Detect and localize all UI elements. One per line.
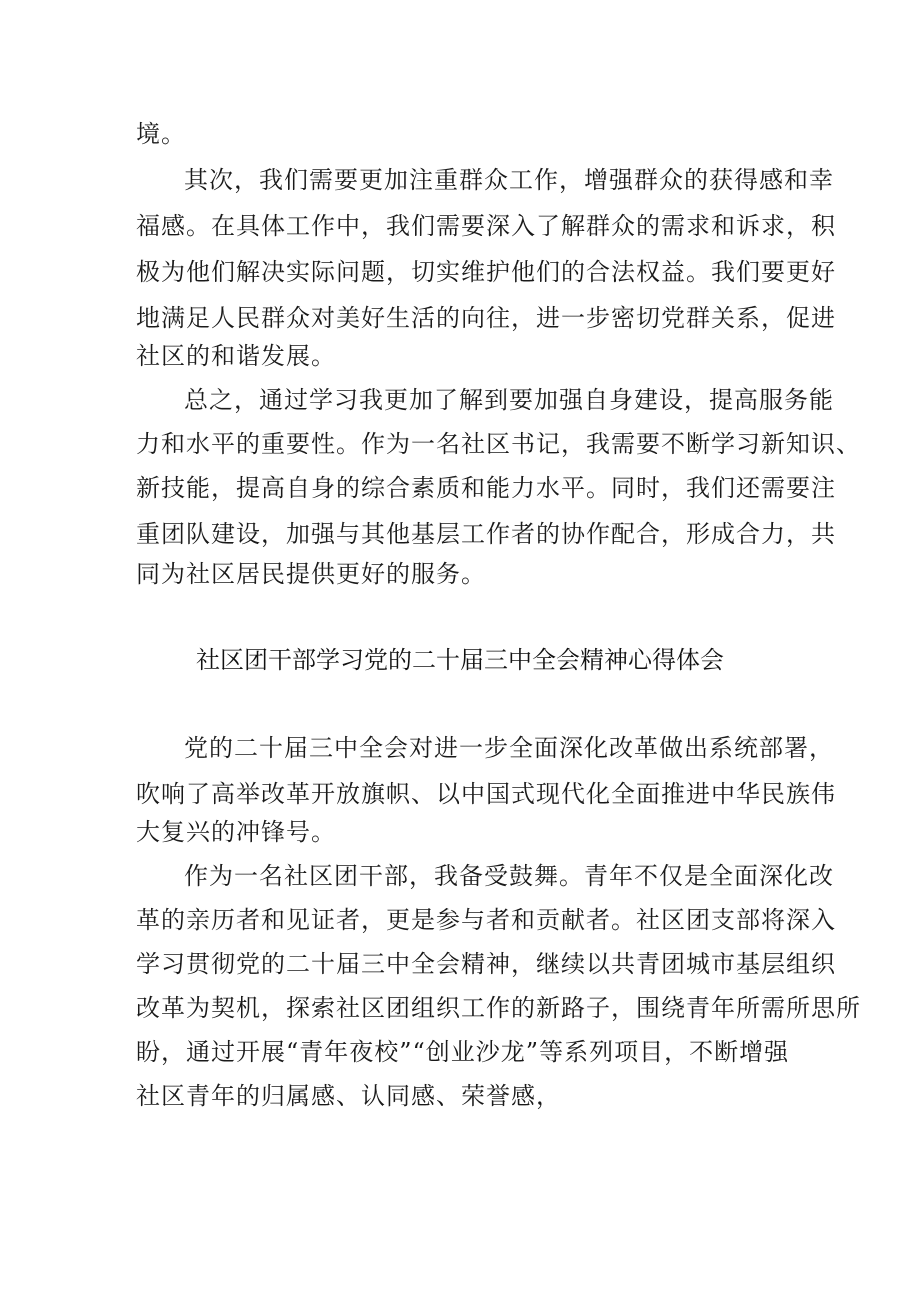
paragraph-line: 极为他们解决实际问题，切实维护他们的合法权益。我们要更好 <box>136 258 836 286</box>
paragraph-line: 福感。在具体工作中，我们需要深入了解群众的需求和诉求，积 <box>136 212 836 240</box>
paragraph-line: 同为社区居民提供更好的服务。 <box>136 560 486 588</box>
paragraph-line: 地满足人民群众对美好生活的向往，进一步密切党群关系，促进 <box>136 304 836 332</box>
paragraph-line: 其次，我们需要更加注重群众工作，增强群众的获得感和幸 <box>184 166 834 194</box>
paragraph-line: 吹响了高举改革开放旗帜、以中国式现代化全面推进中华民族伟 <box>136 780 836 808</box>
paragraph-line: 新技能，提高自身的综合素质和能力水平。同时，我们还需要注 <box>136 474 836 502</box>
paragraph-line: 力和水平的重要性。作为一名社区书记，我需要不断学习新知识、 <box>136 430 861 458</box>
paragraph-line: 学习贯彻党的二十届三中全会精神，继续以共青团城市基层组织 <box>136 950 836 978</box>
paragraph-line: 境。 <box>136 120 186 148</box>
paragraph-line: 盼，通过开展“青年夜校”“创业沙龙”等系列项目，不断增强 <box>136 1038 790 1066</box>
paragraph-line: 重团队建设，加强与其他基层工作者的协作配合，形成合力，共 <box>136 520 836 548</box>
paragraph-line: 社区的和谐发展。 <box>136 342 336 370</box>
paragraph-line: 社区青年的归属感、认同感、荣誉感， <box>136 1082 561 1110</box>
paragraph-line: 改革为契机，探索社区团组织工作的新路子，围绕青年所需所思所 <box>136 994 861 1022</box>
paragraph-line: 党的二十届三中全会对进一步全面深化改革做出系统部署， <box>184 734 834 762</box>
paragraph-line: 作为一名社区团干部，我备受鼓舞。青年不仅是全面深化改 <box>184 862 834 890</box>
paragraph-line: 总之，通过学习我更加了解到要加强自身建设，提高服务能 <box>184 386 834 414</box>
paragraph-line: 革的亲历者和见证者，更是参与者和贡献者。社区团支部将深入 <box>136 906 836 934</box>
paragraph-line: 大复兴的冲锋号。 <box>136 818 336 846</box>
article-title: 社区团干部学习党的二十届三中全会精神心得体会 <box>196 646 724 674</box>
